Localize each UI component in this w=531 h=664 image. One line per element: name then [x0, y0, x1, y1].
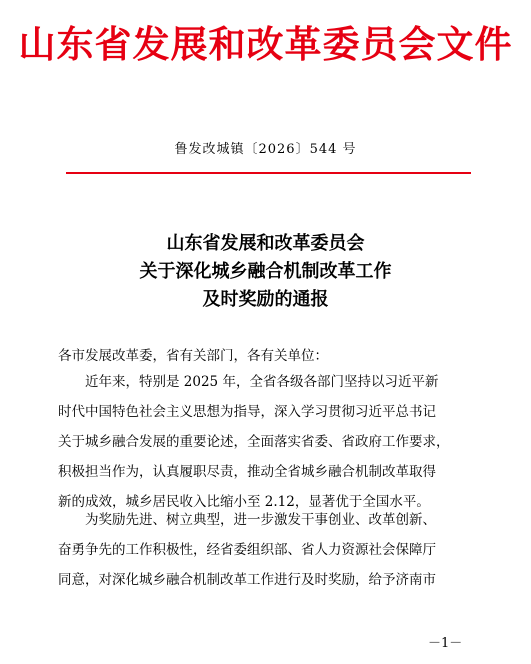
- paragraph-line: 同意，对深化城乡融合机制改革工作进行及时奖励，给予济南市: [58, 572, 436, 588]
- paragraph-line: 近年来，特别是 2025 年，全省各级各部门坚持以习近平新: [85, 374, 439, 390]
- body-paragraph: [58, 367, 470, 517]
- notice-title-line: 及时奖励的通报: [202, 289, 329, 310]
- paragraph-line: 积极担当作为，认真履职尽责，推动全省城乡融合机制改革取得: [58, 464, 436, 480]
- notice-title-line: 山东省发展和改革委员会: [166, 233, 365, 254]
- notice-title-line: 关于深化城乡融合机制改革工作: [139, 261, 392, 282]
- red-divider-line: [66, 172, 471, 174]
- page-number: －1－: [428, 636, 463, 651]
- body-paragraph: [58, 505, 470, 595]
- document-number: 鲁发改城镇〔2026〕544 号: [174, 142, 357, 157]
- paragraph-line: 为奖励先进、树立典型，进一步激发干事创业、改革创新、: [85, 512, 436, 528]
- document-header-title: 山东省发展和改革委员会文件: [18, 22, 513, 66]
- notice-title: [0, 230, 531, 314]
- paragraph-line: 时代中国特色社会主义思想为指导，深入学习贯彻习近平总书记: [58, 404, 436, 420]
- paragraph-line: 奋勇争先的工作积极性，经省委组织部、省人力资源社会保障厅: [58, 542, 436, 558]
- paragraph-line: 关于城乡融合发展的重要论述，全面落实省委、省政府工作要求，: [58, 434, 450, 450]
- salutation: 各市发展改革委，省有关部门，各有关单位：: [58, 348, 328, 364]
- paragraph-line: 新的成效，城乡居民收入比缩小至 2.12，显著优于全国水平。: [58, 494, 430, 510]
